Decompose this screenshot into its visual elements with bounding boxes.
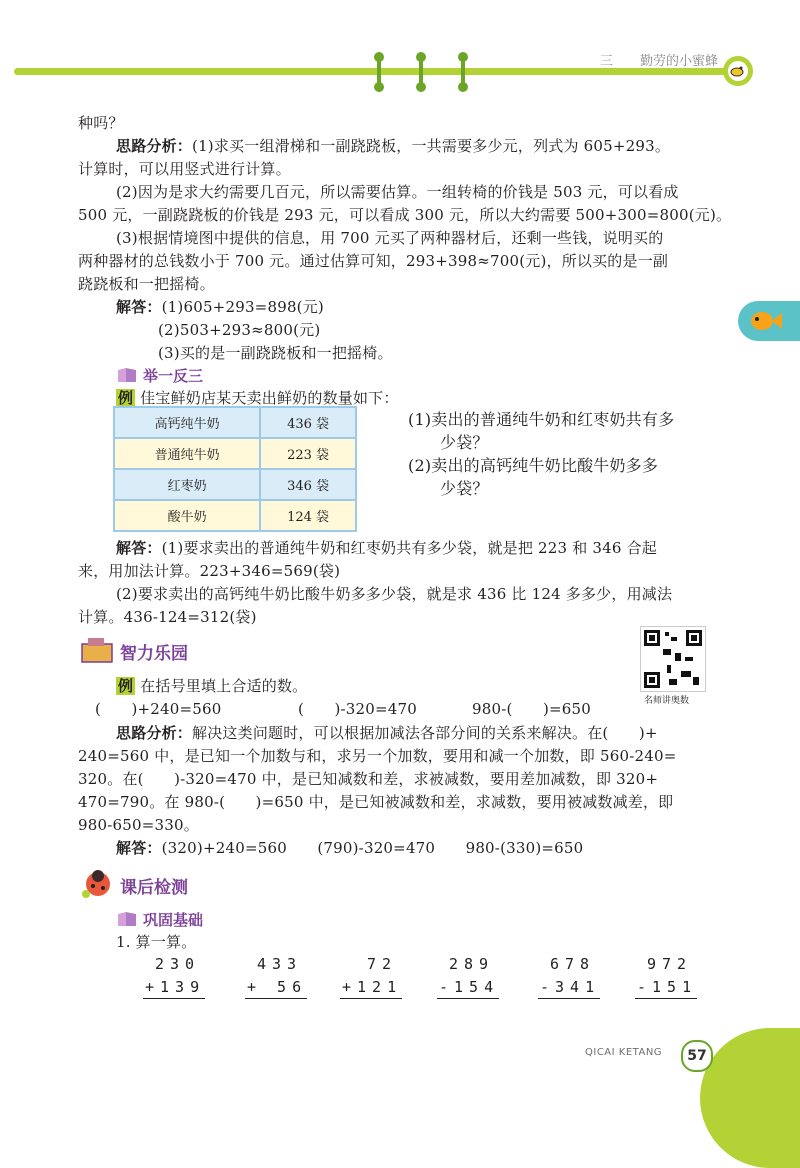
text-line: (2)要求卖出的高钙纯牛奶比酸牛奶多多少袋，就是求 436 比 124 多多少，用减法 (116, 585, 673, 603)
text-line: (1)要求卖出的普通纯牛奶和红枣奶共有多少袋，就是把 223 和 346 合起 (161, 539, 657, 557)
binder-ring-icon (416, 52, 426, 92)
calc-top: 678 (550, 955, 596, 973)
table-cell: 高钙纯牛奶 (114, 407, 260, 438)
text-line: (3)根据情境图中提供的信息，用 700 元买了两种器材后，还剩一些钱，说明买的 (116, 229, 664, 247)
calc-top: 289 (449, 955, 495, 973)
text-line: (1)605+293=898(元) (161, 298, 324, 316)
ladybug-mascot-icon (78, 866, 118, 904)
text-line: 解决这类问题时，可以根据加减法各部分间的关系来解决。在( )+ (192, 724, 658, 742)
qr-caption: 名师讲奥数 (644, 696, 690, 706)
question-line: 少袋？ (440, 433, 489, 452)
calc-bottom: + 56 (247, 978, 308, 996)
calc-underline (340, 998, 402, 999)
text-line: (2)503+293≈800(元) (158, 321, 321, 339)
answer-label: 解答： (116, 839, 162, 857)
table-row (114, 438, 356, 469)
side-tab-fish-icon (738, 301, 800, 341)
calc-bottom: -341 (540, 978, 601, 996)
calc-underline (635, 998, 697, 999)
calc-top: 972 (647, 955, 693, 973)
section-title-example: 举一反三 (143, 367, 204, 385)
text-line: 两种器材的总钱数小于 700 元。通过估算可知，293+398≈700(元)，所以买的是一副 (78, 252, 669, 270)
calc-underline (143, 998, 205, 999)
analysis-line (116, 723, 658, 743)
page-number: 57 (681, 1040, 713, 1072)
footer-decoration (700, 1028, 800, 1168)
answer-line (116, 838, 583, 858)
puzzle-box-icon (78, 636, 118, 670)
text-line: (320)+240=560 (790)-320=470 980-(330)=650 (161, 839, 584, 857)
calc-underline (538, 998, 600, 999)
subsection-title: 巩固基础 (143, 911, 204, 929)
table-row (114, 500, 356, 531)
equation: ( )-320=470 (298, 700, 418, 718)
table-cell: 346 袋 (260, 469, 356, 500)
table-cell: 124 袋 (260, 500, 356, 531)
calc-bottom: +139 (145, 978, 206, 996)
milk-sales-table (113, 406, 357, 532)
text-line: 240=560 中，是已知一个加数与和，求另一个加数，要用和减一个加数，即 560-240= (78, 747, 677, 765)
table-cell: 普通纯牛奶 (114, 438, 260, 469)
table-row (114, 407, 356, 438)
section-title-homework: 课后检测 (120, 878, 188, 898)
book-icon (116, 910, 138, 932)
table-row (114, 469, 356, 500)
calc-bottom: -151 (637, 978, 698, 996)
chapter-number: 三 (600, 54, 614, 69)
example-tag: 例 (118, 389, 134, 407)
text-line: (1)求买一组滑梯和一副跷跷板，一共需要多少元，列式为 605+293。 (192, 137, 671, 155)
binder-ring-icon (374, 52, 384, 92)
text-line: 佳宝鲜奶店某天卖出鲜奶的数量如下： (140, 389, 399, 407)
example-tag: 例 (118, 677, 134, 695)
calc-top: 433 (257, 955, 303, 973)
equation: 980-( )=650 (472, 700, 592, 718)
text-line: 320。在( )-320=470 中，是已知减数和差，求被减数，要用差加减数，即 320+ (78, 770, 659, 788)
text-line: 470=790。在 980-( )=650 中，是已知被减数和差，求减数，要用被减数减差，即 (78, 793, 674, 811)
calc-bottom: +121 (342, 978, 403, 996)
calc-top: 230 (155, 955, 201, 973)
question-line: (1)卖出的普通纯牛奶和红枣奶共有多 (408, 410, 675, 429)
binder-ring-icon (458, 52, 468, 92)
text-line: 980-650=330。 (78, 816, 199, 834)
calc-underline (437, 998, 499, 999)
question-title: 1. 算一算。 (116, 933, 197, 951)
qr-code-icon[interactable] (640, 626, 706, 692)
answer-line (116, 538, 657, 558)
bee-mascot-icon (723, 56, 753, 86)
book-icon (116, 366, 138, 388)
table-cell: 436 袋 (260, 407, 356, 438)
analysis-line (116, 136, 670, 156)
answer-line (116, 297, 324, 317)
example-intro (116, 676, 307, 696)
question-line: 少袋？ (440, 479, 489, 498)
text-line: 种吗？ (78, 114, 124, 132)
footer-brand: QICAI KETANG (585, 1047, 663, 1058)
analysis-label: 思路分析： (116, 724, 193, 742)
table-cell: 223 袋 (260, 438, 356, 469)
table-cell: 酸牛奶 (114, 500, 260, 531)
calc-underline (245, 998, 307, 999)
text-line: 在括号里填上合适的数。 (140, 677, 308, 695)
analysis-label: 思路分析： (116, 137, 193, 155)
calc-bottom: -154 (439, 978, 500, 996)
section-title-puzzle: 智力乐园 (120, 644, 188, 664)
text-line: (2)因为是求大约需要几百元，所以需要估算。一组转椅的价钱是 503 元，可以看成 (116, 183, 679, 201)
table-cell: 红枣奶 (114, 469, 260, 500)
text-line: 计算时，可以用竖式进行计算。 (78, 160, 291, 178)
calc-top: 72 (352, 955, 398, 973)
text-line: 500 元，一副跷跷板的价钱是 293 元，可以看成 300 元，所以大约需要 500+300=800(元)。 (78, 206, 732, 224)
text-line: 来，用加法计算。223+346=569(袋) (78, 562, 341, 580)
answer-label: 解答： (116, 539, 162, 557)
text-line: (3)买的是一副跷跷板和一把摇椅。 (158, 344, 393, 362)
equation: ( )+240=560 (95, 700, 222, 718)
answer-label: 解答： (116, 298, 162, 316)
text-line: 跷跷板和一把摇椅。 (78, 275, 215, 293)
example-intro (116, 388, 399, 408)
unit-title: 勤劳的小蜜蜂 (640, 54, 719, 69)
text-line: 计算。436-124=312(袋) (78, 608, 257, 626)
question-line: (2)卖出的高钙纯牛奶比酸牛奶多多 (408, 456, 659, 475)
